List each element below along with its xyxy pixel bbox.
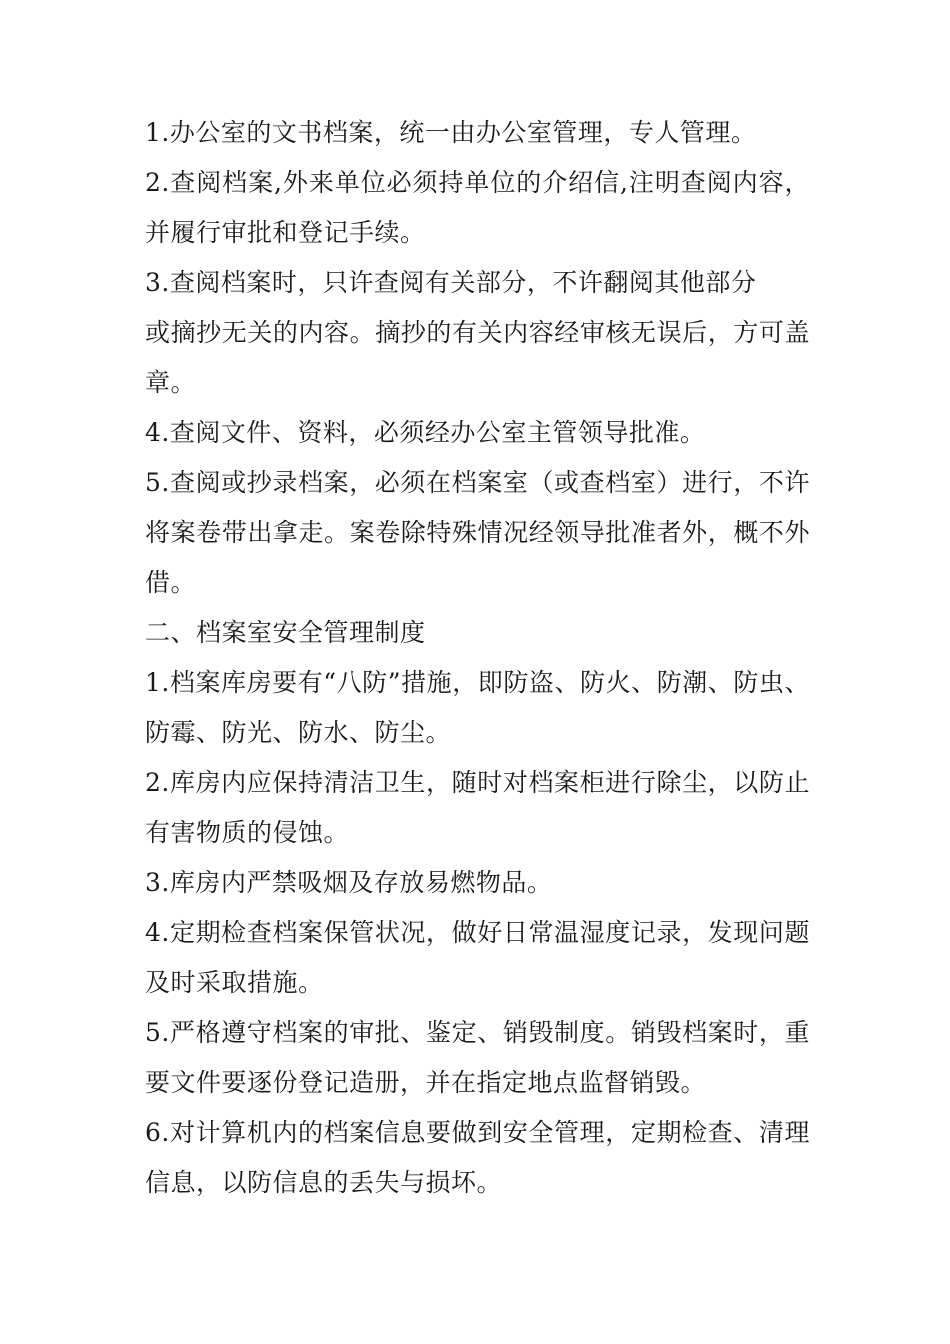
- paragraph-12: 6.对计算机内的档案信息要做到安全管理，定期检查、清理信息，以防信息的丢失与损坏。: [145, 1118, 810, 1197]
- paragraph-2: 2.查阅档案,外来单位必须持单位的介绍信,注明查阅内容，并履行审批和登记手续。: [145, 168, 810, 247]
- paragraph-10: 4.定期检查档案保管状况，做好日常温湿度记录，发现问题及时采取措施。: [145, 918, 810, 997]
- paragraph-9: 3.库房内严禁吸烟及存放易燃物品。: [145, 868, 553, 897]
- paragraph-4: 或摘抄无关的内容。摘抄的有关内容经审核无误后，方可盖章。: [145, 318, 810, 397]
- paragraph-6: 5.查阅或抄录档案，必须在档案室（或查档室）进行，不许将案卷带出拿走。案卷除特殊情况经领导批准者外，概不外借。: [145, 468, 810, 597]
- paragraph-5: 4.查阅文件、资料，必须经办公室主管领导批准。: [145, 418, 706, 447]
- paragraph-3: 3.查阅档案时，只许查阅有关部分，不许翻阅其他部分: [145, 268, 757, 297]
- document-body: [145, 108, 810, 1208]
- paragraph-7: 1.档案库房要有“八防”措施，即防盗、防火、防潮、防虫、防霉、防光、防水、防尘。: [145, 668, 810, 747]
- section-heading: 二、档案室安全管理制度: [145, 618, 426, 647]
- paragraph-8: 2.库房内应保持清洁卫生，随时对档案柜进行除尘，以防止有害物质的侵蚀。: [145, 768, 810, 847]
- paragraph-11: 5.严格遵守档案的审批、鉴定、销毁制度。销毁档案时，重要文件要逐份登记造册，并在指定地点监督销毁。: [145, 1018, 810, 1097]
- paragraph-1: 1.办公室的文书档案，统一由办公室管理，专人管理。: [145, 118, 757, 147]
